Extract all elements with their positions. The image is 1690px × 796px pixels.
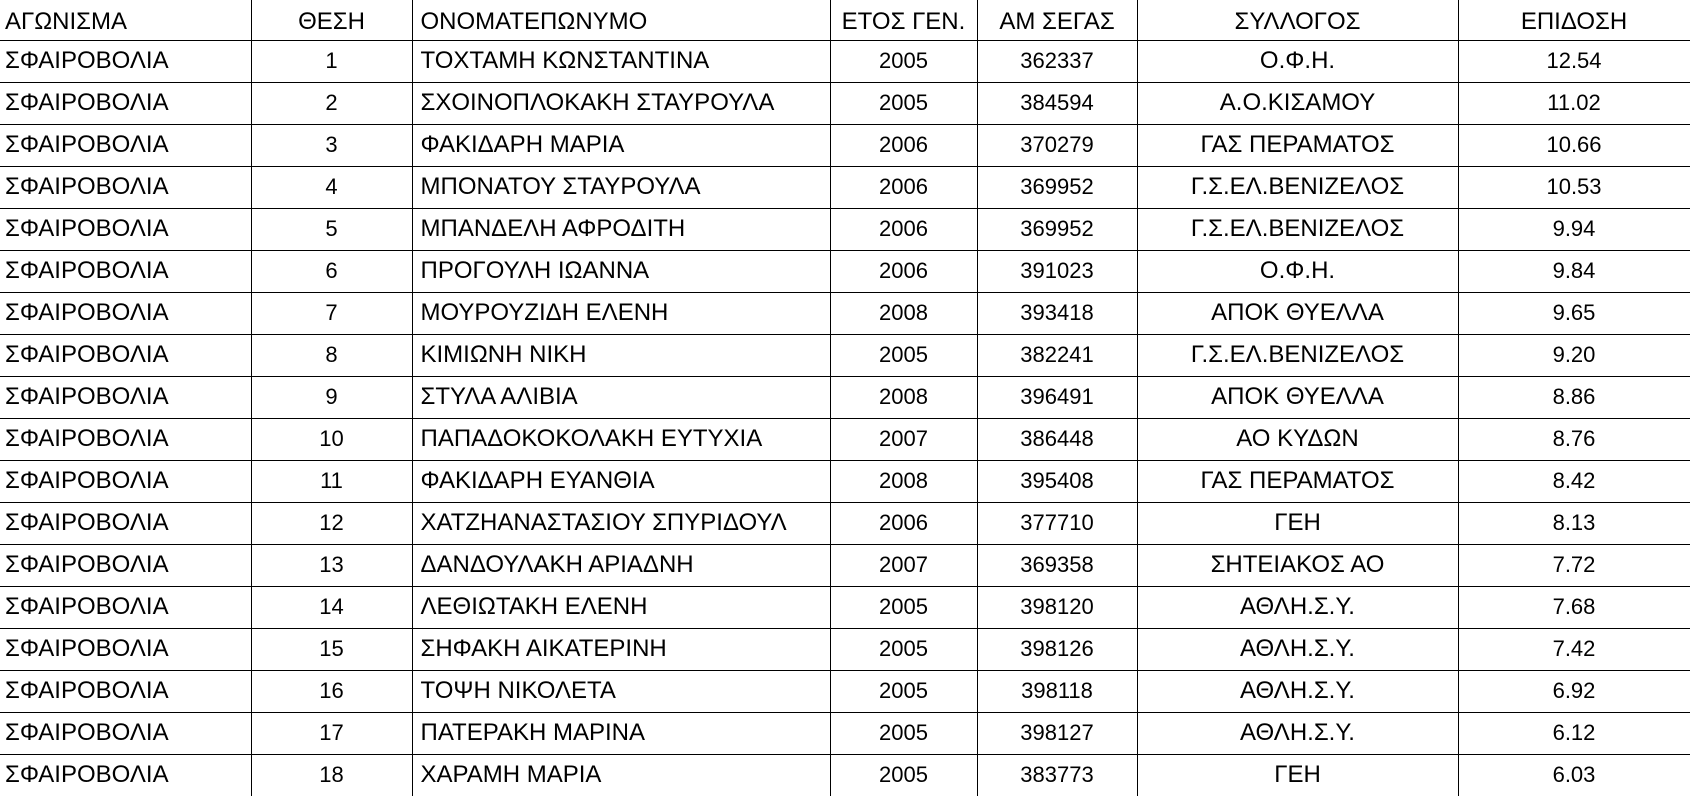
cell-event: ΣΦΑΙΡΟΒΟΛΙΑ: [0, 670, 251, 712]
cell-birth-year: 2006: [830, 166, 977, 208]
cell-segas-id: 386448: [977, 418, 1137, 460]
cell-event: ΣΦΑΙΡΟΒΟΛΙΑ: [0, 166, 251, 208]
cell-club: ΓΑΣ ΠΕΡΑΜΑΤΟΣ: [1137, 124, 1458, 166]
cell-event: ΣΦΑΙΡΟΒΟΛΙΑ: [0, 586, 251, 628]
cell-event: ΣΦΑΙΡΟΒΟΛΙΑ: [0, 334, 251, 376]
cell-position: 5: [251, 208, 412, 250]
cell-full-name: ΣΧΟΙΝΟΠΛΟΚΑΚΗ ΣΤΑΥΡΟΥΛΑ: [412, 82, 830, 124]
table-row: [0, 208, 1690, 250]
cell-segas-id: 383773: [977, 754, 1137, 796]
table-row: [0, 82, 1690, 124]
cell-full-name: ΜΠΑΝΔΕΛΗ ΑΦΡΟΔΙΤΗ: [412, 208, 830, 250]
cell-segas-id: 369952: [977, 208, 1137, 250]
cell-segas-id: 391023: [977, 250, 1137, 292]
cell-performance: 9.20: [1458, 334, 1690, 376]
cell-segas-id: 396491: [977, 376, 1137, 418]
cell-event: ΣΦΑΙΡΟΒΟΛΙΑ: [0, 418, 251, 460]
cell-club: Ο.Φ.Η.: [1137, 250, 1458, 292]
cell-segas-id: 398120: [977, 586, 1137, 628]
cell-full-name: ΣΤΥΛΑ ΑΛΙΒΙΑ: [412, 376, 830, 418]
cell-club: Γ.Σ.ΕΛ.ΒΕΝΙΖΕΛΟΣ: [1137, 208, 1458, 250]
table-row: [0, 502, 1690, 544]
cell-birth-year: 2006: [830, 250, 977, 292]
cell-performance: 8.42: [1458, 460, 1690, 502]
cell-club: ΣΗΤΕΙΑΚΟΣ ΑΟ: [1137, 544, 1458, 586]
table-row: [0, 418, 1690, 460]
table-row: [0, 670, 1690, 712]
header-club: ΣΥΛΛΟΓΟΣ: [1137, 0, 1458, 40]
cell-club: ΑΟ ΚΥΔΩΝ: [1137, 418, 1458, 460]
cell-position: 6: [251, 250, 412, 292]
cell-segas-id: 398127: [977, 712, 1137, 754]
table-row: [0, 754, 1690, 796]
cell-club: Γ.Σ.ΕΛ.ΒΕΝΙΖΕΛΟΣ: [1137, 166, 1458, 208]
cell-position: 15: [251, 628, 412, 670]
cell-club: ΑΘΛΗ.Σ.Υ.: [1137, 586, 1458, 628]
cell-event: ΣΦΑΙΡΟΒΟΛΙΑ: [0, 754, 251, 796]
cell-club: ΓΑΣ ΠΕΡΑΜΑΤΟΣ: [1137, 460, 1458, 502]
cell-birth-year: 2006: [830, 124, 977, 166]
cell-position: 13: [251, 544, 412, 586]
cell-segas-id: 398126: [977, 628, 1137, 670]
cell-segas-id: 370279: [977, 124, 1137, 166]
cell-performance: 9.65: [1458, 292, 1690, 334]
cell-position: 10: [251, 418, 412, 460]
cell-birth-year: 2008: [830, 376, 977, 418]
cell-event: ΣΦΑΙΡΟΒΟΛΙΑ: [0, 502, 251, 544]
cell-full-name: ΧΑΤΖΗΑΝΑΣΤΑΣΙΟΥ ΣΠΥΡΙΔΟΥΛ: [412, 502, 830, 544]
header-performance: ΕΠΙΔΟΣΗ: [1458, 0, 1690, 40]
cell-performance: 11.02: [1458, 82, 1690, 124]
cell-club: ΓΕΗ: [1137, 754, 1458, 796]
cell-club: Α.Ο.ΚΙΣΑΜΟΥ: [1137, 82, 1458, 124]
cell-full-name: ΠΑΤΕΡΑΚΗ ΜΑΡΙΝΑ: [412, 712, 830, 754]
cell-full-name: ΠΡΟΓΟΥΛΗ ΙΩΑΝΝΑ: [412, 250, 830, 292]
table-row: [0, 586, 1690, 628]
cell-full-name: ΜΟΥΡΟΥΖΙΔΗ ΕΛΕΝΗ: [412, 292, 830, 334]
cell-birth-year: 2005: [830, 670, 977, 712]
cell-club: Ο.Φ.Η.: [1137, 40, 1458, 82]
cell-full-name: ΛΕΘΙΩΤΑΚΗ ΕΛΕΝΗ: [412, 586, 830, 628]
cell-birth-year: 2005: [830, 82, 977, 124]
cell-birth-year: 2007: [830, 418, 977, 460]
cell-event: ΣΦΑΙΡΟΒΟΛΙΑ: [0, 208, 251, 250]
cell-club: ΑΘΛΗ.Σ.Υ.: [1137, 670, 1458, 712]
cell-position: 4: [251, 166, 412, 208]
cell-segas-id: 377710: [977, 502, 1137, 544]
cell-full-name: ΦΑΚΙΔΑΡΗ ΜΑΡΙΑ: [412, 124, 830, 166]
cell-club: Γ.Σ.ΕΛ.ΒΕΝΙΖΕΛΟΣ: [1137, 334, 1458, 376]
cell-birth-year: 2008: [830, 460, 977, 502]
table-row: [0, 334, 1690, 376]
cell-event: ΣΦΑΙΡΟΒΟΛΙΑ: [0, 376, 251, 418]
cell-full-name: ΧΑΡΑΜΗ ΜΑΡΙΑ: [412, 754, 830, 796]
cell-segas-id: 369952: [977, 166, 1137, 208]
cell-birth-year: 2005: [830, 586, 977, 628]
cell-birth-year: 2005: [830, 334, 977, 376]
cell-performance: 8.86: [1458, 376, 1690, 418]
table-row: [0, 628, 1690, 670]
table-row: [0, 460, 1690, 502]
cell-segas-id: 398118: [977, 670, 1137, 712]
cell-event: ΣΦΑΙΡΟΒΟΛΙΑ: [0, 250, 251, 292]
cell-position: 2: [251, 82, 412, 124]
cell-club: ΑΠΟΚ ΘΥΕΛΛΑ: [1137, 376, 1458, 418]
cell-performance: 6.03: [1458, 754, 1690, 796]
cell-position: 1: [251, 40, 412, 82]
cell-full-name: ΜΠΟΝΑΤΟΥ ΣΤΑΥΡΟΥΛΑ: [412, 166, 830, 208]
cell-position: 9: [251, 376, 412, 418]
cell-segas-id: 382241: [977, 334, 1137, 376]
cell-position: 8: [251, 334, 412, 376]
cell-club: ΓΕΗ: [1137, 502, 1458, 544]
cell-full-name: ΔΑΝΔΟΥΛΑΚΗ ΑΡΙΑΔΝΗ: [412, 544, 830, 586]
cell-performance: 9.84: [1458, 250, 1690, 292]
cell-performance: 9.94: [1458, 208, 1690, 250]
cell-birth-year: 2006: [830, 208, 977, 250]
cell-club: ΑΘΛΗ.Σ.Υ.: [1137, 628, 1458, 670]
cell-full-name: ΠΑΠΑΔΟΚΟΚΟΛΑΚΗ ΕΥΤΥΧΙΑ: [412, 418, 830, 460]
cell-position: 16: [251, 670, 412, 712]
table-row: [0, 40, 1690, 82]
cell-segas-id: 395408: [977, 460, 1137, 502]
header-row: [0, 0, 1690, 40]
cell-performance: 10.66: [1458, 124, 1690, 166]
cell-performance: 7.42: [1458, 628, 1690, 670]
cell-event: ΣΦΑΙΡΟΒΟΛΙΑ: [0, 628, 251, 670]
cell-full-name: ΣΗΦΑΚΗ ΑΙΚΑΤΕΡΙΝΗ: [412, 628, 830, 670]
cell-performance: 10.53: [1458, 166, 1690, 208]
table-row: [0, 376, 1690, 418]
cell-birth-year: 2006: [830, 502, 977, 544]
cell-position: 12: [251, 502, 412, 544]
cell-performance: 12.54: [1458, 40, 1690, 82]
cell-position: 3: [251, 124, 412, 166]
cell-performance: 6.92: [1458, 670, 1690, 712]
cell-performance: 7.68: [1458, 586, 1690, 628]
cell-segas-id: 393418: [977, 292, 1137, 334]
cell-event: ΣΦΑΙΡΟΒΟΛΙΑ: [0, 40, 251, 82]
cell-full-name: ΚΙΜΙΩΝΗ ΝΙΚΗ: [412, 334, 830, 376]
cell-position: 17: [251, 712, 412, 754]
cell-club: ΑΠΟΚ ΘΥΕΛΛΑ: [1137, 292, 1458, 334]
header-segas-id: ΑΜ ΣΕΓΑΣ: [977, 0, 1137, 40]
cell-performance: 8.13: [1458, 502, 1690, 544]
cell-birth-year: 2005: [830, 628, 977, 670]
cell-performance: 7.72: [1458, 544, 1690, 586]
header-position: ΘΕΣΗ: [251, 0, 412, 40]
cell-segas-id: 384594: [977, 82, 1137, 124]
cell-birth-year: 2005: [830, 40, 977, 82]
cell-event: ΣΦΑΙΡΟΒΟΛΙΑ: [0, 124, 251, 166]
cell-event: ΣΦΑΙΡΟΒΟΛΙΑ: [0, 712, 251, 754]
cell-birth-year: 2008: [830, 292, 977, 334]
cell-club: ΑΘΛΗ.Σ.Υ.: [1137, 712, 1458, 754]
cell-position: 14: [251, 586, 412, 628]
cell-event: ΣΦΑΙΡΟΒΟΛΙΑ: [0, 82, 251, 124]
table-row: [0, 292, 1690, 334]
cell-performance: 8.76: [1458, 418, 1690, 460]
table-row: [0, 124, 1690, 166]
table-row: [0, 166, 1690, 208]
table-row: [0, 250, 1690, 292]
cell-birth-year: 2005: [830, 712, 977, 754]
table-row: [0, 712, 1690, 754]
header-birth-year: ΕΤΟΣ ΓΕΝ.: [830, 0, 977, 40]
cell-event: ΣΦΑΙΡΟΒΟΛΙΑ: [0, 544, 251, 586]
header-full-name: ΟΝΟΜΑΤΕΠΩΝΥΜΟ: [412, 0, 830, 40]
cell-full-name: ΤΟΨΗ ΝΙΚΟΛΕΤΑ: [412, 670, 830, 712]
cell-full-name: ΦΑΚΙΔΑΡΗ ΕΥΑΝΘΙΑ: [412, 460, 830, 502]
cell-position: 11: [251, 460, 412, 502]
cell-position: 18: [251, 754, 412, 796]
cell-birth-year: 2005: [830, 754, 977, 796]
cell-event: ΣΦΑΙΡΟΒΟΛΙΑ: [0, 292, 251, 334]
cell-event: ΣΦΑΙΡΟΒΟΛΙΑ: [0, 460, 251, 502]
cell-segas-id: 369358: [977, 544, 1137, 586]
cell-segas-id: 362337: [977, 40, 1137, 82]
table-body: [0, 40, 1690, 796]
header-event: ΑΓΩΝΙΣΜΑ: [0, 0, 251, 40]
cell-position: 7: [251, 292, 412, 334]
table-row: [0, 544, 1690, 586]
cell-full-name: ΤΟΧΤΑΜΗ ΚΩΝΣΤΑΝΤΙΝΑ: [412, 40, 830, 82]
cell-performance: 6.12: [1458, 712, 1690, 754]
cell-birth-year: 2007: [830, 544, 977, 586]
